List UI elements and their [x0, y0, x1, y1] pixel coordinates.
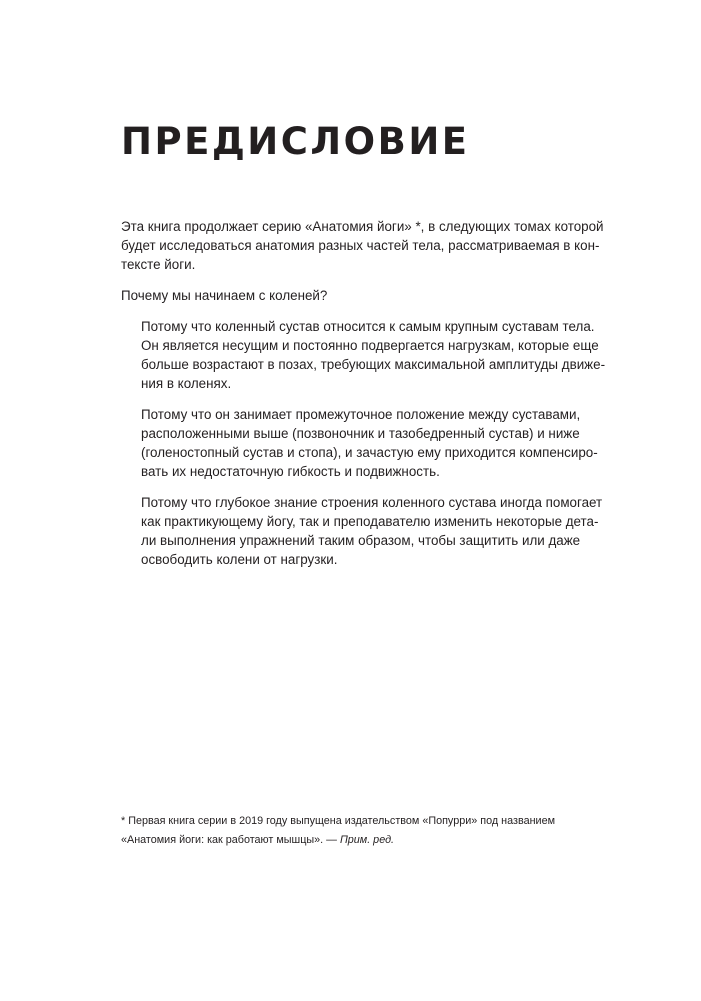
text-line: Он является несущим и постоянно подвергается нагрузкам, которые еще [141, 338, 599, 353]
text-line: больше возрастают в позах, требующих максимальной амплитуды движе- [141, 357, 606, 372]
reason-paragraph-2 [121, 405, 609, 481]
footnote-line [121, 831, 591, 850]
footnote-line: * Первая книга серии в 2019 году выпущена издательством «Попурри» под названием [121, 815, 556, 827]
footnote-text: «Анатомия йоги: как работают мышцы». — [121, 834, 340, 846]
text-line: освободить колени от нагрузки. [141, 552, 338, 567]
page-title: ПРЕДИСЛОВИЕ [121, 120, 470, 163]
text-line: (голеностопный сустав и стопа), и зачастую ему приходится компенсиро- [141, 445, 598, 460]
text-line: Эта книга продолжает серию «Анатомия йоги» *, в следующих томах которой [121, 219, 604, 234]
text-line: Потому что глубокое знание строения коленного сустава иногда помогает [141, 495, 603, 510]
text-line: как практикующему йогу, так и преподавателю изменить некоторые дета- [141, 514, 599, 529]
text-line: тексте йоги. [121, 257, 196, 272]
text-line: будет исследоваться анатомия разных частей тела, рассматриваемая в кон- [121, 238, 600, 253]
text-line: ли выполнения упражнений таким образом, чтобы защитить или даже [141, 533, 581, 548]
reason-paragraph-1 [121, 317, 609, 393]
text-line: вать их недостаточную гибкость и подвижность. [141, 464, 440, 479]
body-text [121, 217, 609, 581]
text-line: расположенными выше (позвоночник и тазобедренный сустав) и ниже [141, 426, 580, 441]
text-line: Потому что он занимает промежуточное положение между суставами, [141, 407, 581, 422]
reason-paragraph-3 [121, 493, 609, 569]
editor-note: Прим. ред. [339, 834, 395, 846]
text-line: Потому что коленный сустав относится к самым крупным суставам тела. [141, 319, 595, 334]
question-paragraph [121, 286, 609, 305]
text-line: ния в коленях. [141, 376, 232, 391]
intro-paragraph [121, 217, 609, 274]
text-line: Почему мы начинаем с коленей? [121, 288, 328, 303]
footnote [121, 812, 591, 850]
